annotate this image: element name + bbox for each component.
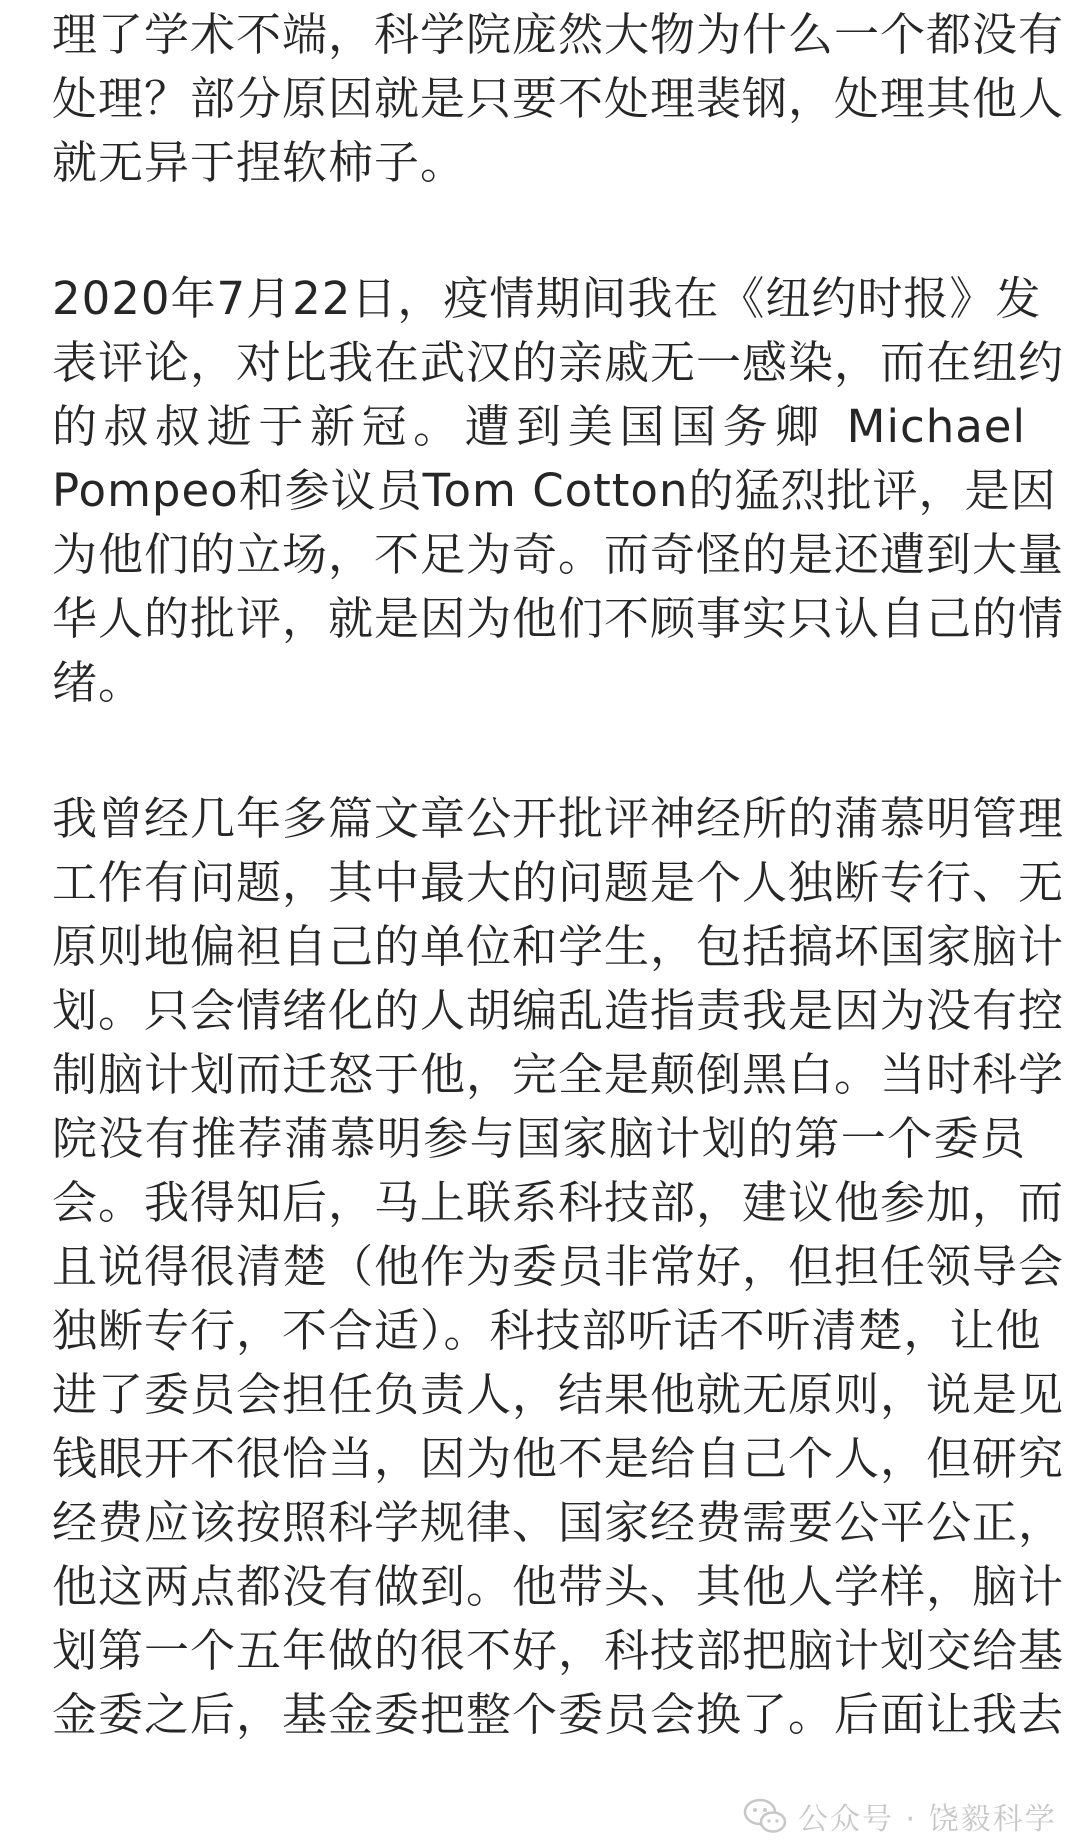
paragraph-line: 理了学术不端，科学院庞然大物为什么一个都没有 [52,8,1065,61]
paragraph-line: 划。只会情绪化的人胡编乱造指责我是因为没有控 [52,984,1065,1037]
paragraph-line: 就无异于捏软柿子。 [52,136,467,189]
paragraph-line: 经费应该按照科学规律、国家经费需要公平公正， [52,1496,1065,1549]
paragraph-line: 的叔叔逝于新冠。遭到美国国务卿 Michael [52,400,1026,453]
paragraph-line: 表评论，对比我在武汉的亲戚无一感染，而在纽约 [52,336,1065,389]
paragraph-line: 我曾经几年多篇文章公开批评神经所的蒲慕明管理 [52,792,1065,845]
paragraph-line: 制脑计划而迁怒于他，完全是颠倒黑白。当时科学 [52,1048,1065,1101]
paragraph-line: 独断专行，不合适）。科技部听话不听清楚，让他 [52,1304,1042,1357]
paragraph-line: 会。我得知后，马上联系科技部，建议他参加，而 [52,1176,1065,1229]
watermark-text: 公众号 · 饶毅科学 [798,1802,1057,1837]
paragraph-line: 钱眼开不很恰当，因为他不是给自己个人，但研究 [52,1432,1065,1485]
paragraph-line: 2020年7月22日，疫情期间我在《纽约时报》发 [52,272,1042,325]
paragraph-line: Pompeo和参议员Tom Cotton的猛烈批评，是因 [52,464,1057,517]
paragraph-line: 进了委员会担任负责人，结果他就无原则，说是见 [52,1368,1065,1421]
paragraph-line: 院没有推荐蒲慕明参与国家脑计划的第一个委员 [52,1112,1026,1165]
paragraph-line: 处理？部分原因就是只要不处理裴钢，处理其他人 [52,72,1065,125]
paragraph-line: 为他们的立场，不足为奇。而奇怪的是还遭到大量 [52,528,1065,581]
paragraph-line: 工作有问题，其中最大的问题是个人独断专行、无 [52,856,1065,909]
wechat-official-account-icon [742,1796,788,1836]
paragraph-line: 原则地偏袒自己的单位和学生，包括搞坏国家脑计 [52,920,1065,973]
paragraph-line: 且说得很清楚（他作为委员非常好，但担任领导会 [52,1240,1065,1293]
paragraph-line: 他这两点都没有做到。他带头、其他人学样，脑计 [52,1560,1065,1613]
paragraph-line: 金委之后，基金委把整个委员会换了。后面让我去 [52,1688,1065,1741]
paragraph-line: 华人的批评，就是因为他们不顾事实只认自己的情 [52,592,1065,645]
watermark [742,1794,1057,1838]
paragraph-line: 划第一个五年做的很不好，科技部把脑计划交给基 [52,1624,1065,1677]
paragraph-line: 绪。 [52,656,145,709]
